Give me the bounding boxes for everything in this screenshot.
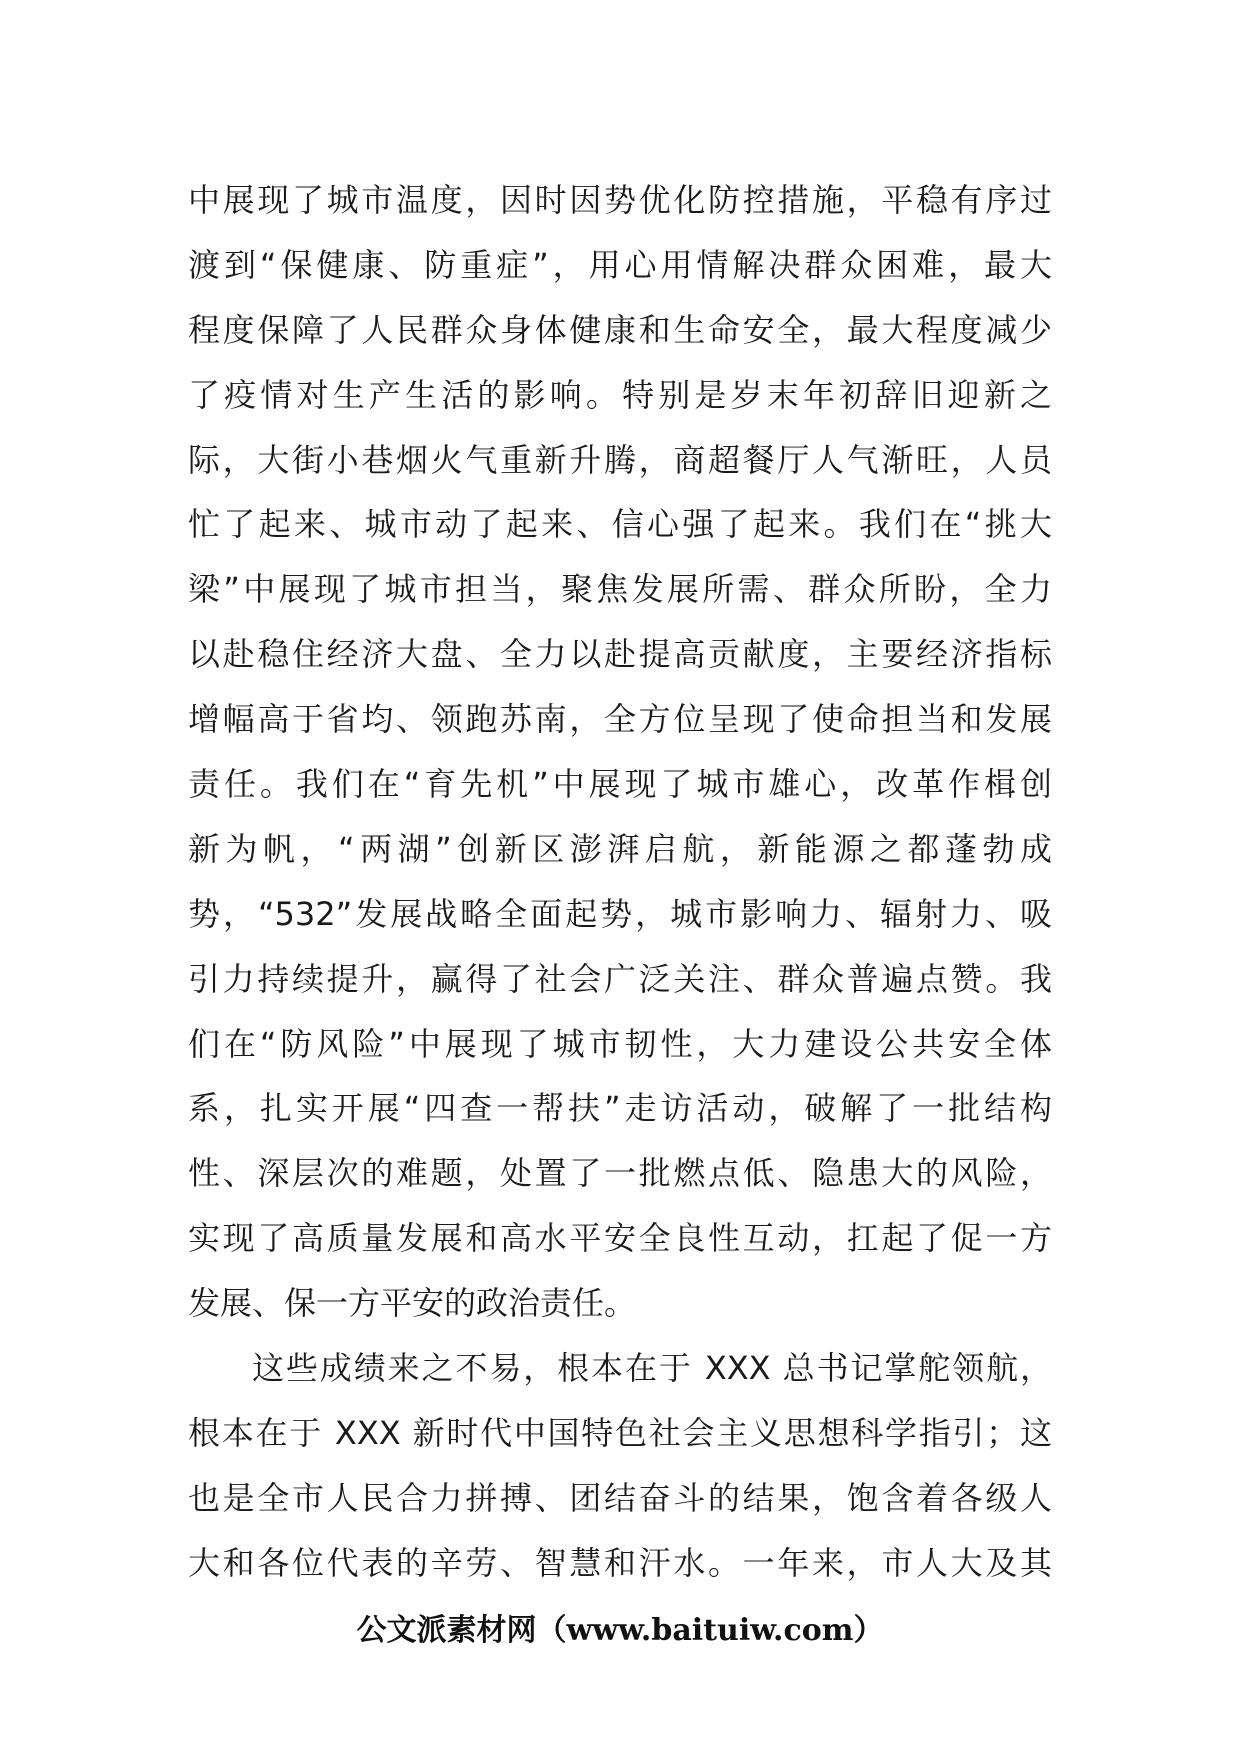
text-line: 责任。我们在“育先机”中展现了城市雄心，改革作楫创 <box>188 765 1052 804</box>
text-line: 根本在于 XXX 新时代中国特色社会主义思想科学指引；这 <box>188 1413 1052 1452</box>
text-line: 势，“532”发展战略全面起势，城市影响力、辐射力、吸 <box>188 894 1052 933</box>
text-line: 大和各位代表的辛劳、智慧和汗水。一年来，市人大及其 <box>188 1543 1052 1582</box>
text-line: 性、深层次的难题，处置了一批燃点低、隐患大的风险， <box>188 1154 1052 1193</box>
text-line: 梁”中展现了城市担当，聚焦发展所需、群众所盼，全力 <box>188 570 1052 609</box>
footer-watermark: 公文派素材网（www.baituiw.com） <box>356 1613 884 1648</box>
text-line: 忙了起来、城市动了起来、信心强了起来。我们在“挑大 <box>188 505 1052 544</box>
text-line: 了疫情对生产生活的影响。特别是岁末年初辞旧迎新之 <box>188 375 1052 414</box>
text-line: 也是全市人民合力拼搏、团结奋斗的结果，饱含着各级人 <box>188 1478 1052 1517</box>
text-line: 中展现了城市温度，因时因势优化防控措施，平稳有序过 <box>188 181 1052 219</box>
text-line: 们在“防风险”中展现了城市韧性，大力建设公共安全体 <box>188 1024 1052 1063</box>
document-body <box>188 168 1052 1596</box>
text-line: 程度保障了人民群众身体健康和生命安全，最大程度减少 <box>188 310 1052 349</box>
text-line: 发展、保一方平安的政治责任。 <box>188 1284 637 1323</box>
text-line: 系，扎实开展“四查一帮扶”走访活动，破解了一批结构 <box>188 1089 1052 1128</box>
paragraph-1 <box>188 168 1052 1336</box>
text-line: 际，大街小巷烟火气重新升腾，商超餐厅人气渐旺，人员 <box>188 440 1052 479</box>
text-line: 实现了高质量发展和高水平安全良性互动，扛起了促一方 <box>188 1219 1052 1258</box>
text-line: 这些成绩来之不易，根本在于 XXX 总书记掌舵领航， <box>252 1349 1052 1388</box>
paragraph-2 <box>188 1336 1052 1596</box>
text-line: 以赴稳住经济大盘、全力以赴提高贡献度，主要经济指标 <box>188 635 1052 674</box>
text-line: 引力持续提升，赢得了社会广泛关注、群众普遍点赞。我 <box>188 959 1052 998</box>
text-line: 渡到“保健康、防重症”，用心用情解决群众困难，最大 <box>188 245 1052 284</box>
text-line: 增幅高于省均、领跑苏南，全方位呈现了使命担当和发展 <box>188 700 1052 739</box>
text-line: 新为帆，“两湖”创新区澎湃启航，新能源之都蓬勃成 <box>188 829 1052 868</box>
